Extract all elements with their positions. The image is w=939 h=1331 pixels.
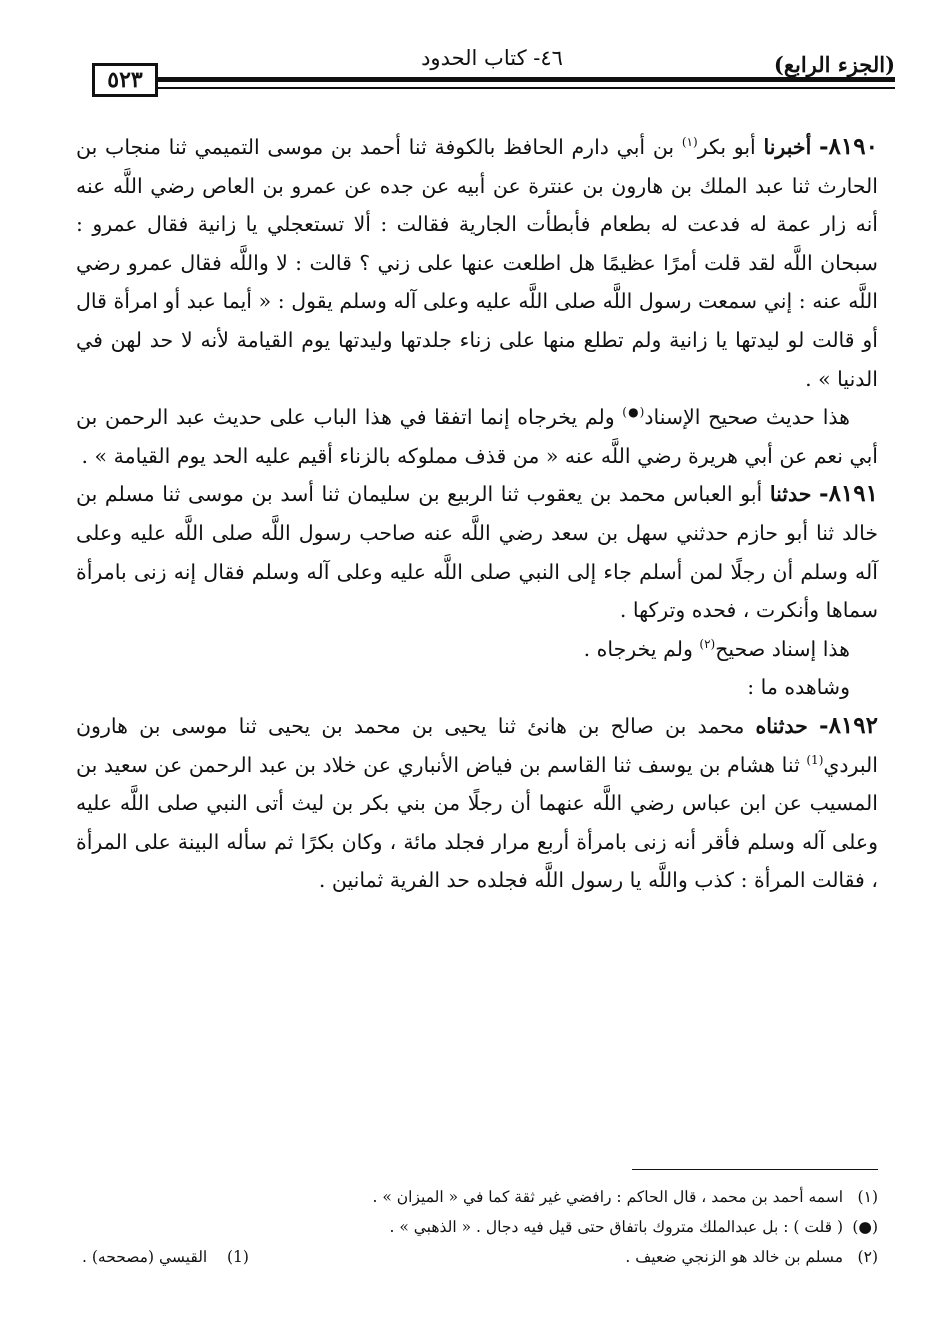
hadith-number: ٨١٩٠-	[819, 133, 878, 160]
hadith-8192	[76, 707, 878, 900]
comment-text: هذا حديث صحيح الإسناد	[644, 405, 850, 430]
editor-footnote-text: القيسي (مصححه) .	[82, 1248, 208, 1266]
footnote-marker: (١)	[857, 1188, 878, 1206]
footnote-text: اسمه أحمد بن محمد ، قال الحاكم : رافضي غير ثقة كما في « الميزان » .	[372, 1188, 844, 1206]
footnote-3	[76, 1242, 878, 1272]
hadith-text: أبو العباس محمد بن يعقوب ثنا الربيع بن سليمان ثنا أسد بن موسى ثنا مسلم بن خالد ثنا أبو حازم حدثني سهل بن سعد رضي اللَّه عنه صاحب رسول اللَّه صلى اللَّه عليه وعلى آله وسلم أن رجلًا لمن أسلم جاء إلى النبي صلى اللَّه عليه وعلى آله وسلم فقال إنه زنى بامرأة سماها وأنكرت ، فحده وتركها .	[76, 482, 878, 623]
comment-8191	[76, 630, 878, 669]
header-rule-thin	[158, 87, 895, 89]
hadith-number: ٨١٩٢-	[819, 711, 878, 739]
editor-footnote	[82, 1242, 249, 1272]
footnote-marker: (●)	[852, 1218, 878, 1236]
editor-footnote-marker: (1)	[226, 1248, 249, 1266]
hadith-text: محمد بن صالح بن هانئ ثنا يحيى بن محمد بن يحيى ثنا موسى بن هارون البردي	[76, 713, 878, 777]
hadith-text: ثنا هشام بن يوسف ثنا القاسم بن فياض الأنباري عن خلاد بن عبد الرحمن عن سعيد بن المسيب عن ابن عباس رضي اللَّه عنهما أن رجلًا من بني بكر بن ليث أتى النبي صلى اللَّه عليه وعلى آله وسلم فأقر أنه زنى بامرأة أربع مرار فجلد مائة ، وكان بكرًا ثم سأله البينة على المرأة ، فقالت المرأة : كذب واللَّه يا رسول اللَّه فجلده حد الفرية ثمانين .	[76, 752, 878, 893]
footnote-marker: (٢)	[857, 1248, 878, 1266]
hadith-number: ٨١٩١-	[819, 480, 878, 508]
footnote-separator	[632, 1169, 878, 1170]
comment-text: ولم يخرجاه .	[583, 636, 700, 661]
main-text	[76, 128, 878, 900]
footnote-ref: (1)	[806, 752, 824, 767]
narration-keyword: أخبرنا	[763, 135, 812, 159]
volume-label: (الجزء الرابع)	[773, 52, 895, 77]
footnote-2	[76, 1212, 878, 1242]
hadith-8191	[76, 475, 878, 629]
header-rule-thick	[158, 77, 895, 82]
footnote-ref: (٢)	[699, 636, 716, 651]
footnotes	[76, 1182, 878, 1272]
narration-keyword: حدثنا	[769, 482, 812, 507]
footnote-1	[76, 1182, 878, 1212]
witness-line: وشاهده ما :	[747, 675, 850, 700]
page-number: ٥٢٣	[92, 63, 158, 97]
footnote-ref: (●)	[622, 405, 645, 420]
comment-text: ولم يخرجاه إنما اتفقا في هذا الباب على حديث عبد الرحمن بن أبي نعم عن أبي هريرة رضي اللَّه عنه « من قذف مملوكه بالزناء أقيم عليه الحد يوم القيامة » .	[76, 405, 878, 468]
comment-8190	[76, 398, 878, 475]
hadith-text: بن أبي دارم الحافظ بالكوفة ثنا أحمد بن موسى التميمي ثنا منجاب بن الحارث ثنا عبد الملك بن هارون بن عنترة عن أبيه عن جده عن عمرو بن العاص رضي اللَّه عنه أنه زار عمة له فدعت له بطعام فأبطأت الجارية فقالت : ألا تستعجلي يا زانية فقال عمرو : سبحان اللَّه لقد قلت أمرًا عظيمًا هل اطلعت عنها على زني ؟ قالت : لا واللَّه فقال عمرو رضي اللَّه عنه : إني سمعت رسول اللَّه صلى اللَّه عليه وعلى آله وسلم يقول : « أيما عبد أو امرأة قال أو قالت لو ليدتها يا زانية ولم تطلع منها على زناء جلدتها وليدتها يوم القيامة لأنه لا حد لهن في الدنيا » .	[76, 135, 878, 391]
comment-text: هذا إسناد صحيح	[715, 636, 850, 661]
footnote-text: ( قلت ) : بل عبدالملك متروك باتفاق حتى قيل فيه دجال . « الذهبي » .	[389, 1218, 844, 1236]
narration-keyword: حدثناه	[755, 713, 808, 738]
page-header	[92, 42, 895, 102]
book-title: ٤٦- كتاب الحدود	[421, 46, 563, 70]
hadith-text: أبو بكر	[697, 135, 764, 159]
hadith-8190	[76, 128, 878, 398]
footnote-ref: (١)	[681, 135, 698, 150]
footnote-text: مسلم بن خالد هو الزنجي ضعيف .	[625, 1248, 844, 1266]
